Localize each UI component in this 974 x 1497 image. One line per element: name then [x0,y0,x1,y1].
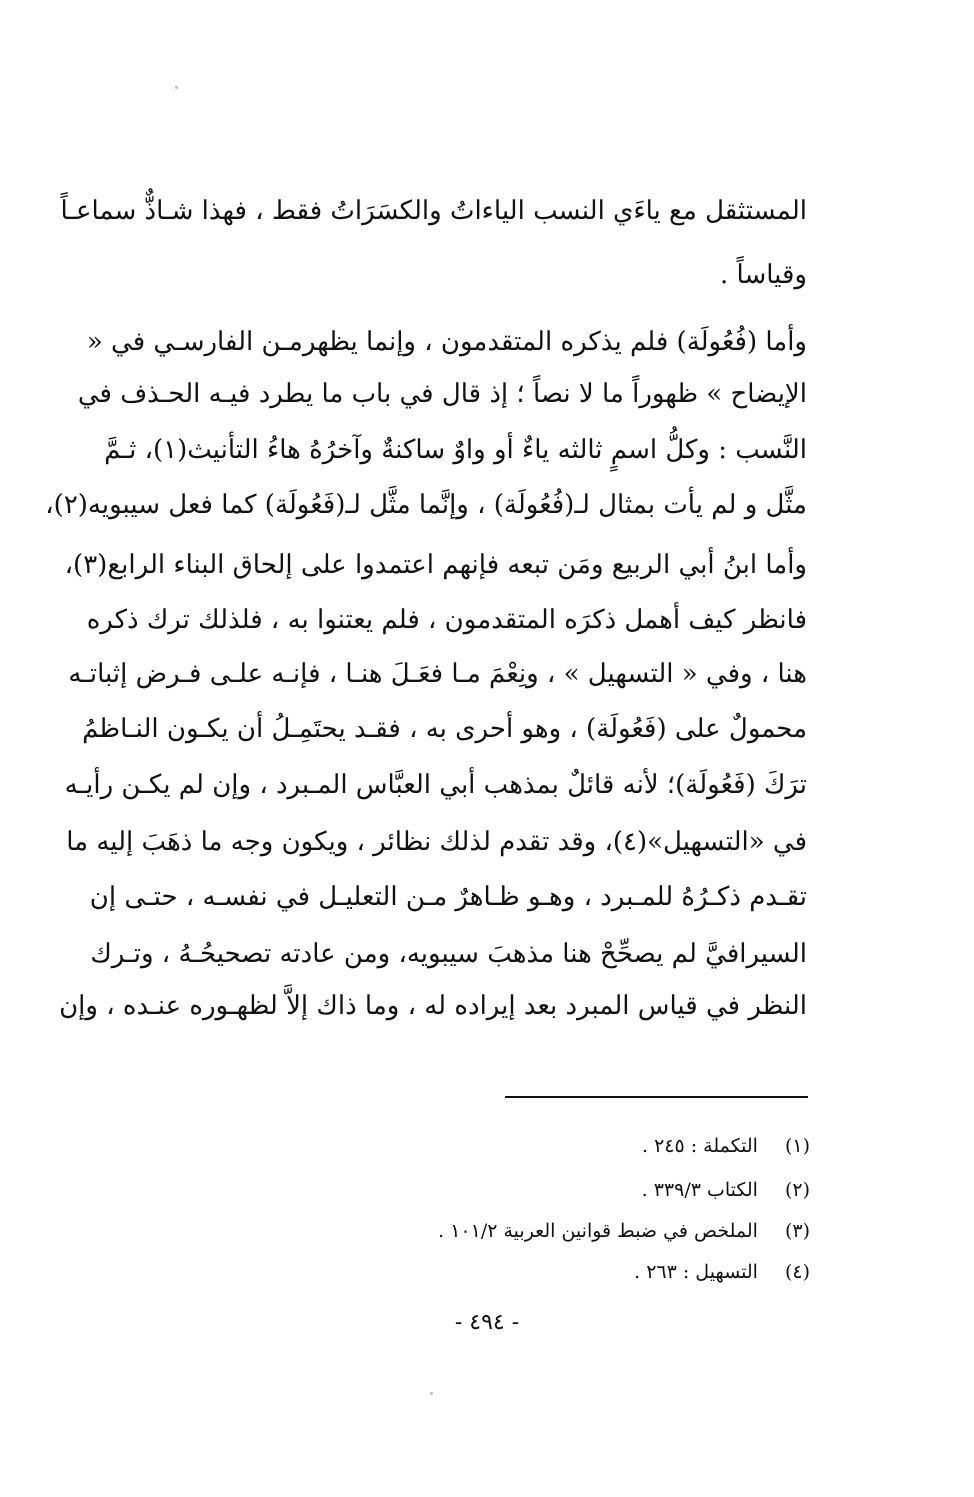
body-line: في «التسهيل»(٤)، وقد تقدم لذلك نظائر ، ويكون وجه ما ذهَبَ إليه ما [66,827,807,857]
body-line: هنا ، وفي « التسهيل » ، ونِعْمَ مـا فعَـلَ هنـا ، فإنـه علـى فـرض إثباتـه [68,659,807,689]
body-line: تقـدم ذكـرُهُ للمـبرد ، وهـو ظـاهرٌ مـن التعليـل في نفسـه ، حتـى إن [89,882,807,912]
footnote [300,1131,810,1161]
body-line: مثَّل و لم يأت بمثال لـ(فُعُولَة) ، وإنَّما مثَّل لـ(فَعُولَة) كما فعل سيبويه(٢)، [45,490,807,520]
footnote-number: (١) [784,1135,810,1157]
footnote-text: التسهيل : ٢٦٣ . [634,1261,758,1283]
body-line: السيرافيَّ لم يصحِّحْ هنا مذهبَ سيبويه، ومن عادته تصحيحُـهُ ، وتـرك [90,939,807,969]
footnote [300,1216,810,1246]
body-line: وأما ابنُ أبي الربيع ومَن تبعه فإنهم اعتمدوا على إلحاق البناء الرابع(٣)، [64,550,807,580]
footnote [300,1257,810,1287]
scan-speck [175,86,178,89]
body-line: المستثقل مع ياءَي النسب الياءاتُ والكسَرَاتُ فقط ، فهذا شـاذٌّ سماعـاً [60,196,807,226]
footnote-number: (٢) [784,1179,810,1201]
body-line: النَّسب : وكلُّ اسمٍ ثالثه ياءٌ أو واوٌ ساكنةٌ وآخرُهُ هاءُ التأنيث(١)، ثـمَّ [104,435,807,465]
footnote-text: التكملة : ٢٤٥ . [641,1135,758,1157]
footnote-separator [505,1096,808,1098]
body-line: وقياساً . [720,260,807,290]
footnote-number: (٣) [784,1220,810,1242]
body-line: فانظر كيف أهمل ذكرَه المتقدمون ، فلم يعتنوا به ، فلذلك ترك ذكره [86,605,807,635]
body-line: الإيضاح » ظهوراً ما لا نصاً ؛ إذ قال في باب ما يطرد فيـه الحـذف في [77,379,807,409]
scan-speck [430,1392,433,1395]
body-line: وأما (فُعُولَة) فلم يذكره المتقدمون ، وإنما يظهرمـن الفارسـي في « [86,327,807,357]
footnote-text: الكتاب ٣٣٩/٣ . [641,1179,758,1201]
footnote-text: الملخص في ضبط قوانين العربية ١٠١/٢ . [438,1220,758,1242]
body-line: النظر في قياس المبرد بعد إيراده له ، وما ذاك إلاَّ لظهـوره عنـده ، وإن [59,991,807,1021]
footnote [300,1175,810,1205]
footnote-number: (٤) [784,1261,810,1283]
body-line: ترَكَ (فَعُولَة)؛ لأنه قائلٌ بمذهب أبي العبَّاس المـبرد ، وإن لم يكـن رأيـه [64,770,807,800]
page-number: - ٤٩٤ - [454,1310,520,1335]
body-line: محمولٌ على (فَعُولَة) ، وهو أحرى به ، فقـد يحتَمِـلُ أن يكـون النـاظمُ [82,714,807,744]
